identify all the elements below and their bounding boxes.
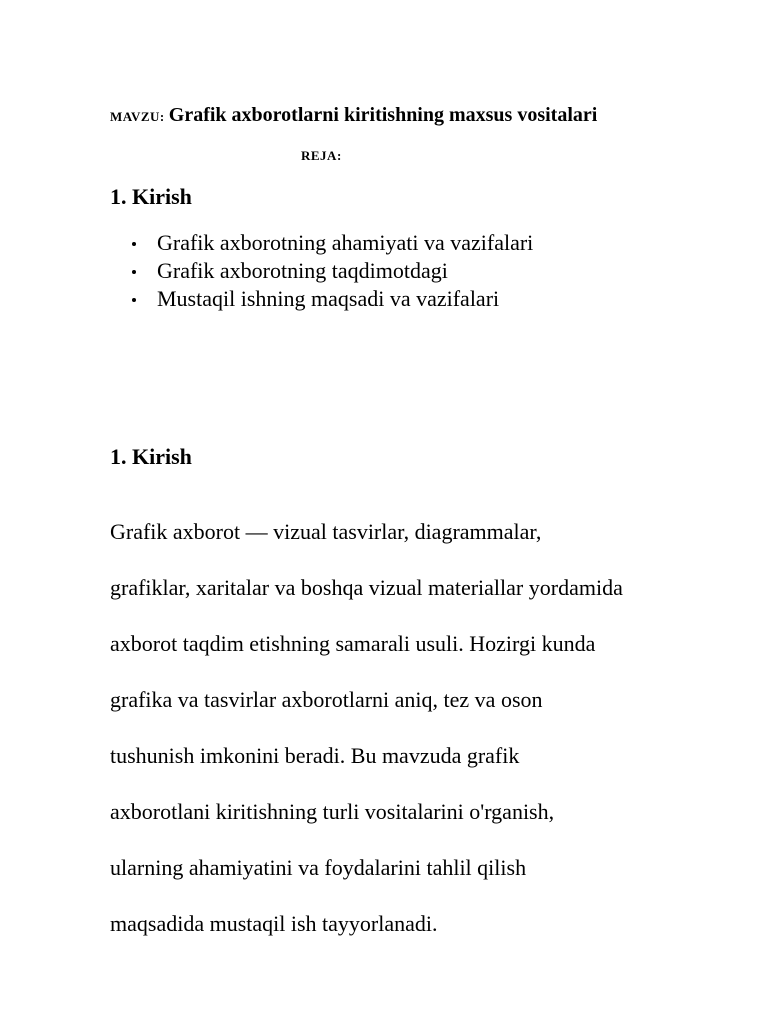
list-item [110, 229, 533, 257]
bullet-icon [132, 242, 136, 246]
paragraph-line: grafika va tasvirlar axborotlarni aniq, tez va oson [110, 687, 543, 712]
plan-bullet-list [110, 229, 533, 313]
paragraph-line: ularning ahamiyatini va foydalarini tahlil qilish [110, 855, 527, 880]
paragraph-line: grafiklar, xaritalar va boshqa vizual materiallar yordamida [110, 575, 623, 600]
topic-title: Grafik axborotlarni kiritishning maxsus vositalari [168, 104, 598, 126]
plan-section-heading: 1. Kirish [110, 184, 192, 209]
bullet-icon [132, 270, 136, 274]
topic-label: MAVZU: [110, 109, 165, 124]
list-item-text: Grafik axborotning taqdimotdagi [157, 258, 448, 283]
bullet-icon [132, 298, 136, 302]
list-item [110, 257, 533, 285]
list-item-text: Mustaqil ishning maqsadi va vazifalari [157, 286, 500, 311]
paragraph-line: maqsadida mustaqil ish tayyorlanadi. [110, 911, 438, 936]
paragraph-line: Grafik axborot — vizual tasvirlar, diagrammalar, [110, 519, 542, 544]
paragraph-line: tushunish imkonini beradi. Bu mavzuda grafik [110, 743, 520, 768]
paragraph-line: axborotlani kiritishning turli vositalarini o'rganish, [110, 799, 555, 824]
intro-section-heading: 1. Kirish [110, 444, 192, 469]
paragraph-line: axborot taqdim etishning samarali usuli. Hozirgi kunda [110, 631, 596, 656]
list-item-text: Grafik axborotning ahamiyati va vazifalari [157, 230, 534, 255]
plan-label: REJA: [301, 148, 342, 163]
topic-line [110, 104, 597, 127]
list-item [110, 285, 533, 313]
intro-paragraph [110, 504, 623, 952]
